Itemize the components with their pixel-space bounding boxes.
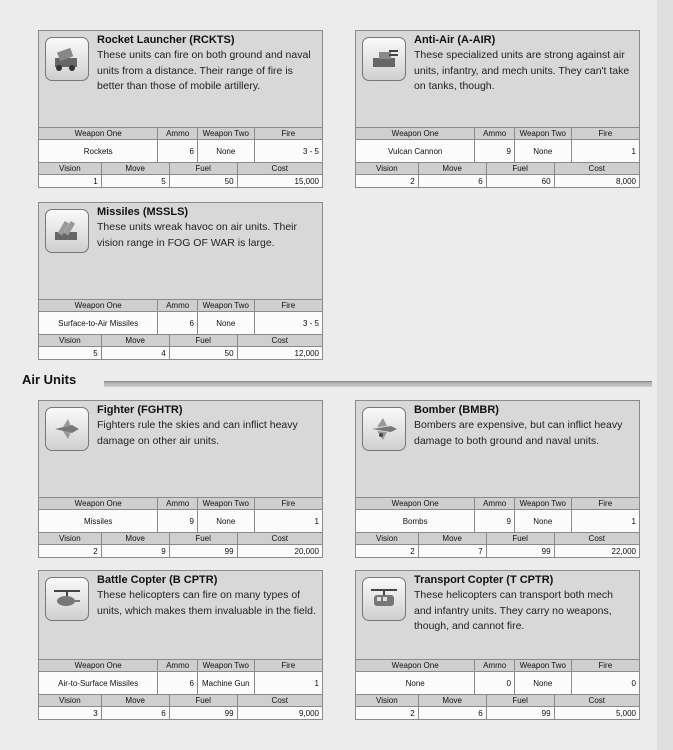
section-title: Air Units bbox=[22, 372, 77, 387]
fire-value: 0 bbox=[571, 672, 639, 695]
unit-card-missiles bbox=[38, 202, 323, 360]
weapon-one-value: Rockets bbox=[39, 140, 158, 163]
cost-header: Cost bbox=[237, 533, 322, 545]
unit-stats-table-2 bbox=[39, 162, 322, 187]
unit-title: Anti-Air (A-AIR) bbox=[414, 34, 496, 46]
unit-description: These helicopters can fire on many types of units, which makes them invaluable in the field. bbox=[97, 589, 316, 617]
vision-value: 2 bbox=[356, 707, 418, 720]
fire-value: 3 - 5 bbox=[254, 140, 322, 163]
unit-description: These helicopters can transport both mech and infantry units. They carry no weapons, though, and cannot fire. bbox=[414, 589, 614, 632]
page-edge bbox=[657, 0, 673, 750]
fuel-value: 60 bbox=[486, 175, 554, 188]
section-rule bbox=[104, 381, 652, 387]
vision-header: Vision bbox=[39, 335, 101, 347]
vision-value: 3 bbox=[39, 707, 101, 720]
fuel-header: Fuel bbox=[486, 695, 554, 707]
move-value: 6 bbox=[101, 707, 169, 720]
cost-value: 15,000 bbox=[237, 175, 322, 188]
cost-value: 9,000 bbox=[237, 707, 322, 720]
cost-header: Cost bbox=[237, 695, 322, 707]
fuel-header: Fuel bbox=[169, 335, 237, 347]
fire-header: Fire bbox=[571, 128, 639, 140]
weapon-one-header: Weapon One bbox=[356, 128, 475, 140]
fuel-header: Fuel bbox=[169, 163, 237, 175]
weapon-one-header: Weapon One bbox=[39, 128, 158, 140]
battle-copter-icon bbox=[45, 577, 89, 621]
move-header: Move bbox=[418, 695, 486, 707]
vision-value: 2 bbox=[356, 545, 418, 558]
ammo-header: Ammo bbox=[158, 128, 198, 140]
cost-value: 5,000 bbox=[554, 707, 639, 720]
weapon-two-header: Weapon Two bbox=[197, 660, 254, 672]
weapon-two-header: Weapon Two bbox=[514, 128, 571, 140]
weapon-two-value: Machine Gun bbox=[197, 672, 254, 695]
unit-card-anti-air bbox=[355, 30, 640, 188]
ammo-value: 6 bbox=[158, 672, 198, 695]
ammo-header: Ammo bbox=[475, 128, 515, 140]
cost-value: 12,000 bbox=[237, 347, 322, 360]
vision-value: 2 bbox=[356, 175, 418, 188]
fuel-value: 99 bbox=[486, 707, 554, 720]
cost-value: 20,000 bbox=[237, 545, 322, 558]
weapon-two-value: None bbox=[514, 672, 571, 695]
fuel-header: Fuel bbox=[169, 533, 237, 545]
cost-header: Cost bbox=[554, 533, 639, 545]
cost-header: Cost bbox=[237, 335, 322, 347]
weapon-one-header: Weapon One bbox=[39, 300, 158, 312]
fire-value: 1 bbox=[254, 510, 322, 533]
cost-header: Cost bbox=[554, 695, 639, 707]
section-heading-air-units bbox=[22, 372, 652, 390]
ammo-header: Ammo bbox=[475, 660, 515, 672]
unit-stats-table-2 bbox=[39, 334, 322, 359]
move-value: 9 bbox=[101, 545, 169, 558]
unit-card-fighter bbox=[38, 400, 323, 558]
weapon-two-value: None bbox=[514, 510, 571, 533]
ammo-value: 6 bbox=[158, 312, 198, 335]
unit-title: Battle Copter (B CPTR) bbox=[97, 574, 218, 586]
vision-header: Vision bbox=[356, 533, 418, 545]
weapon-two-header: Weapon Two bbox=[514, 498, 571, 510]
fuel-header: Fuel bbox=[169, 695, 237, 707]
weapon-two-value: None bbox=[514, 140, 571, 163]
cost-value: 8,000 bbox=[554, 175, 639, 188]
ammo-value: 0 bbox=[475, 672, 515, 695]
ammo-header: Ammo bbox=[158, 660, 198, 672]
move-header: Move bbox=[101, 533, 169, 545]
fire-value: 3 - 5 bbox=[254, 312, 322, 335]
unit-title: Rocket Launcher (RCKTS) bbox=[97, 34, 235, 46]
unit-card-bomber bbox=[355, 400, 640, 558]
unit-stats-table bbox=[39, 660, 322, 694]
weapon-one-value: Surface-to-Air Missiles bbox=[39, 312, 158, 335]
vision-value: 1 bbox=[39, 175, 101, 188]
unit-stats-table-2 bbox=[39, 694, 322, 719]
bomber-icon bbox=[362, 407, 406, 451]
ammo-header: Ammo bbox=[158, 498, 198, 510]
weapon-one-value: Bombs bbox=[356, 510, 475, 533]
move-header: Move bbox=[101, 335, 169, 347]
unit-stats-table bbox=[39, 300, 322, 334]
unit-stats-table-2 bbox=[356, 162, 639, 187]
unit-stats-table-2 bbox=[39, 532, 322, 557]
fire-header: Fire bbox=[254, 660, 322, 672]
weapon-one-value: Missiles bbox=[39, 510, 158, 533]
fuel-value: 50 bbox=[169, 175, 237, 188]
move-value: 6 bbox=[418, 707, 486, 720]
weapon-one-header: Weapon One bbox=[356, 498, 475, 510]
vision-header: Vision bbox=[356, 695, 418, 707]
anti-air-icon bbox=[362, 37, 406, 81]
unit-card-battle-copter bbox=[38, 570, 323, 720]
vision-value: 2 bbox=[39, 545, 101, 558]
unit-title: Fighter (FGHTR) bbox=[97, 404, 183, 416]
fire-value: 1 bbox=[571, 510, 639, 533]
fuel-value: 99 bbox=[486, 545, 554, 558]
weapon-one-header: Weapon One bbox=[39, 498, 158, 510]
ammo-value: 9 bbox=[158, 510, 198, 533]
move-header: Move bbox=[101, 695, 169, 707]
fuel-header: Fuel bbox=[486, 163, 554, 175]
transport-copter-icon bbox=[362, 577, 406, 621]
weapon-two-header: Weapon Two bbox=[197, 300, 254, 312]
fire-header: Fire bbox=[254, 498, 322, 510]
ammo-header: Ammo bbox=[158, 300, 198, 312]
weapon-two-value: None bbox=[197, 312, 254, 335]
unit-stats-table bbox=[39, 128, 322, 162]
vision-value: 5 bbox=[39, 347, 101, 360]
move-header: Move bbox=[418, 533, 486, 545]
fighter-icon bbox=[45, 407, 89, 451]
cost-header: Cost bbox=[237, 163, 322, 175]
ammo-value: 9 bbox=[475, 510, 515, 533]
vision-header: Vision bbox=[39, 163, 101, 175]
cost-value: 22,000 bbox=[554, 545, 639, 558]
unit-title: Missiles (MSSLS) bbox=[97, 206, 189, 218]
unit-description: These specialized units are strong against air units, infantry, and mech units. They can't take on tanks, though. bbox=[414, 49, 630, 92]
ammo-value: 9 bbox=[475, 140, 515, 163]
fuel-value: 50 bbox=[169, 347, 237, 360]
rocket-launcher-icon bbox=[45, 37, 89, 81]
unit-description: These units wreak havoc on air units. Their vision range in FOG OF WAR is large. bbox=[97, 221, 297, 249]
unit-card-rocket-launcher bbox=[38, 30, 323, 188]
move-value: 5 bbox=[101, 175, 169, 188]
fire-header: Fire bbox=[571, 660, 639, 672]
unit-stats-table bbox=[39, 498, 322, 532]
fire-value: 1 bbox=[254, 672, 322, 695]
weapon-two-value: None bbox=[197, 510, 254, 533]
cost-header: Cost bbox=[554, 163, 639, 175]
unit-description: Fighters rule the skies and can inflict heavy damage on other air units. bbox=[97, 419, 298, 447]
weapon-one-value: Vulcan Cannon bbox=[356, 140, 475, 163]
vision-header: Vision bbox=[39, 533, 101, 545]
weapon-two-header: Weapon Two bbox=[197, 128, 254, 140]
weapon-two-value: None bbox=[197, 140, 254, 163]
fuel-header: Fuel bbox=[486, 533, 554, 545]
fuel-value: 99 bbox=[169, 545, 237, 558]
unit-stats-table bbox=[356, 498, 639, 532]
weapon-two-header: Weapon Two bbox=[514, 660, 571, 672]
vision-header: Vision bbox=[39, 695, 101, 707]
move-value: 7 bbox=[418, 545, 486, 558]
ammo-header: Ammo bbox=[475, 498, 515, 510]
unit-stats-table-2 bbox=[356, 532, 639, 557]
unit-card-transport-copter bbox=[355, 570, 640, 720]
fuel-value: 99 bbox=[169, 707, 237, 720]
unit-title: Transport Copter (T CPTR) bbox=[414, 574, 554, 586]
move-value: 4 bbox=[101, 347, 169, 360]
weapon-one-value: None bbox=[356, 672, 475, 695]
fire-header: Fire bbox=[254, 128, 322, 140]
weapon-one-value: Air-to-Surface Missiles bbox=[39, 672, 158, 695]
unit-stats-table bbox=[356, 128, 639, 162]
unit-description: Bombers are expensive, but can inflict heavy damage to both ground and naval units. bbox=[414, 419, 623, 447]
move-header: Move bbox=[101, 163, 169, 175]
fire-header: Fire bbox=[571, 498, 639, 510]
move-value: 6 bbox=[418, 175, 486, 188]
fire-header: Fire bbox=[254, 300, 322, 312]
unit-stats-table bbox=[356, 660, 639, 694]
weapon-one-header: Weapon One bbox=[356, 660, 475, 672]
missiles-icon bbox=[45, 209, 89, 253]
unit-description: These units can fire on both ground and naval units from a distance. Their range of fire is better than those of mobile artillery. bbox=[97, 49, 311, 92]
vision-header: Vision bbox=[356, 163, 418, 175]
fire-value: 1 bbox=[571, 140, 639, 163]
weapon-one-header: Weapon One bbox=[39, 660, 158, 672]
unit-title: Bomber (BMBR) bbox=[414, 404, 499, 416]
unit-stats-table-2 bbox=[356, 694, 639, 719]
ammo-value: 6 bbox=[158, 140, 198, 163]
move-header: Move bbox=[418, 163, 486, 175]
weapon-two-header: Weapon Two bbox=[197, 498, 254, 510]
